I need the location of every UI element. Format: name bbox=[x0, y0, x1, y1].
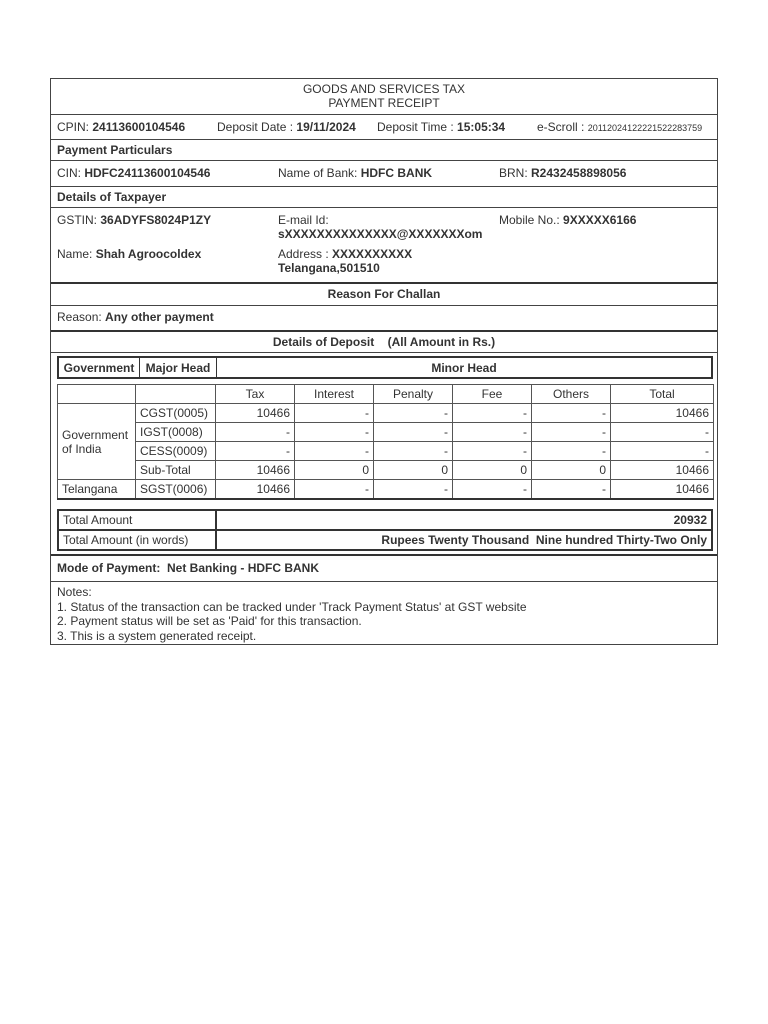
receipt-title bbox=[51, 82, 717, 110]
total-cell: - bbox=[611, 442, 714, 461]
head-cell: Sub-Total bbox=[136, 461, 216, 480]
fee-cell: - bbox=[453, 442, 532, 461]
mobile-label: Mobile No.: bbox=[499, 213, 560, 227]
empty-cell bbox=[58, 385, 136, 404]
email-value: sXXXXXXXXXXXXXX@XXXXXXXom bbox=[278, 227, 483, 241]
table-row bbox=[58, 480, 714, 499]
total-amount-label: Total Amount bbox=[58, 510, 216, 530]
total-in-words-label: Total Amount (in words) bbox=[58, 530, 216, 550]
tax-cell: 10466 bbox=[216, 480, 295, 499]
gstin-field bbox=[57, 213, 211, 227]
bank-name-label: Name of Bank: bbox=[278, 166, 358, 180]
interest-cell: - bbox=[295, 423, 374, 442]
others-cell: 0 bbox=[532, 461, 611, 480]
penalty-cell: - bbox=[374, 442, 453, 461]
note-item: 3. This is a system generated receipt. bbox=[57, 628, 257, 643]
column-header: Total bbox=[611, 385, 714, 404]
state-cell: Telangana bbox=[58, 480, 136, 499]
penalty-cell: 0 bbox=[374, 461, 453, 480]
total-cell: 10466 bbox=[611, 461, 714, 480]
fee-cell: - bbox=[453, 480, 532, 499]
taxpayer-heading: Details of Taxpayer bbox=[57, 190, 167, 204]
penalty-cell: - bbox=[374, 423, 453, 442]
head-cell: CESS(0009) bbox=[136, 442, 216, 461]
address-line1: XXXXXXXXXX bbox=[332, 247, 413, 261]
table-row bbox=[58, 442, 714, 461]
head-cell: IGST(0008) bbox=[136, 423, 216, 442]
payment-mode bbox=[57, 561, 319, 575]
column-header: Penalty bbox=[374, 385, 453, 404]
deposit-header-box bbox=[57, 356, 713, 379]
receipt-title-line2: PAYMENT RECEIPT bbox=[328, 96, 440, 110]
taxpayer-name-label: Name: bbox=[57, 247, 93, 261]
fee-cell: 0 bbox=[453, 461, 532, 480]
notes-title: Notes: bbox=[57, 585, 92, 599]
payment-mode-value: Net Banking - HDFC BANK bbox=[167, 561, 320, 575]
government-column-header: Government bbox=[63, 360, 135, 375]
email-label: E-mail Id: bbox=[278, 213, 329, 227]
tax-cell: - bbox=[216, 423, 295, 442]
address-line2: Telangana,501510 bbox=[278, 261, 380, 275]
others-cell: - bbox=[532, 442, 611, 461]
note-item: 2. Payment status will be set as 'Paid' for this transaction. bbox=[57, 614, 362, 628]
cpin-field bbox=[57, 120, 185, 134]
major-head-column-header: Major Head bbox=[145, 360, 211, 375]
government-of-india-cell: Government of India bbox=[58, 404, 136, 480]
column-header: Tax bbox=[216, 385, 295, 404]
brn-label: BRN: bbox=[499, 166, 528, 180]
totals-table bbox=[57, 509, 713, 551]
others-cell: - bbox=[532, 480, 611, 499]
gstin-label: GSTIN: bbox=[57, 213, 98, 227]
table-header-row bbox=[58, 385, 714, 404]
penalty-cell: - bbox=[374, 404, 453, 423]
others-cell: - bbox=[532, 423, 611, 442]
fee-cell: - bbox=[453, 423, 532, 442]
reason-field bbox=[57, 310, 214, 324]
cpin-value: 24113600104546 bbox=[92, 120, 186, 134]
cpin-label: CPIN: bbox=[57, 120, 90, 134]
empty-cell bbox=[136, 385, 216, 404]
penalty-cell: - bbox=[374, 480, 453, 499]
deposit-time-label: Deposit Time : bbox=[377, 120, 454, 134]
cin-value: HDFC24113600104546 bbox=[84, 166, 211, 180]
taxpayer-name-value: Shah Agroocoldex bbox=[95, 247, 202, 261]
deposit-time-field bbox=[377, 120, 505, 134]
total-in-words-row bbox=[58, 530, 712, 550]
table-row bbox=[58, 423, 714, 442]
column-header: Fee bbox=[453, 385, 532, 404]
payment-receipt bbox=[50, 78, 718, 645]
mobile-field bbox=[499, 213, 636, 227]
subtotal-row bbox=[58, 461, 714, 480]
reason-label: Reason: bbox=[57, 310, 102, 324]
head-cell: CGST(0005) bbox=[136, 404, 216, 423]
cin-label: CIN: bbox=[57, 166, 81, 180]
fee-cell: - bbox=[453, 404, 532, 423]
reason-value: Any other payment bbox=[105, 310, 214, 324]
column-header: Others bbox=[532, 385, 611, 404]
others-cell: - bbox=[532, 404, 611, 423]
interest-cell: - bbox=[295, 442, 374, 461]
deposit-date-field bbox=[217, 120, 356, 134]
column-header: Interest bbox=[295, 385, 374, 404]
escroll-value: 20112024122221522283759 bbox=[587, 123, 703, 133]
note-item: 1. Status of the transaction can be tracked under 'Track Payment Status' at GST website bbox=[57, 599, 527, 614]
total-amount-value: 20932 bbox=[216, 510, 712, 530]
escroll-label: e-Scroll : bbox=[537, 120, 585, 134]
tax-cell: - bbox=[216, 442, 295, 461]
brn-field bbox=[499, 166, 626, 180]
taxpayer-name-field bbox=[57, 247, 201, 261]
head-cell: SGST(0006) bbox=[136, 480, 216, 499]
total-cell: 10466 bbox=[611, 480, 714, 499]
interest-cell: - bbox=[295, 480, 374, 499]
total-cell: 10466 bbox=[611, 404, 714, 423]
tax-cell: 10466 bbox=[216, 404, 295, 423]
brn-value: R2432458898056 bbox=[531, 166, 627, 180]
mobile-value: 9XXXXX6166 bbox=[563, 213, 637, 227]
escroll-field bbox=[537, 120, 702, 134]
total-cell: - bbox=[611, 423, 714, 442]
notes-section bbox=[57, 585, 527, 643]
payment-particulars-heading: Payment Particulars bbox=[57, 143, 173, 157]
deposit-date-label: Deposit Date : bbox=[217, 120, 294, 134]
email-field bbox=[278, 213, 482, 241]
bank-name-field bbox=[278, 166, 432, 180]
minor-head-column-header: Minor Head bbox=[431, 360, 497, 375]
total-in-words-value: Rupees Twenty Thousand Nine hundred Thirty-Two Only bbox=[216, 530, 712, 550]
interest-cell: - bbox=[295, 404, 374, 423]
interest-cell: 0 bbox=[295, 461, 374, 480]
deposit-note: (All Amount in Rs.) bbox=[387, 335, 496, 349]
challan-heading: Reason For Challan bbox=[327, 287, 441, 301]
payment-mode-label: Mode of Payment: bbox=[57, 561, 161, 575]
bank-name-value: HDFC BANK bbox=[360, 166, 433, 180]
deposit-date-value: 19/11/2024 bbox=[296, 120, 356, 134]
gstin-value: 36ADYFS8024P1ZY bbox=[100, 213, 212, 227]
deposit-title: Details of Deposit bbox=[272, 335, 375, 349]
address-field bbox=[278, 247, 412, 275]
table-row bbox=[58, 404, 714, 423]
deposit-time-value: 15:05:34 bbox=[457, 120, 506, 134]
tax-cell: 10466 bbox=[216, 461, 295, 480]
total-amount-row bbox=[58, 510, 712, 530]
cin-field bbox=[57, 166, 210, 180]
deposit-table bbox=[57, 384, 714, 500]
address-label: Address : bbox=[278, 247, 329, 261]
receipt-title-line1: GOODS AND SERVICES TAX bbox=[302, 82, 466, 96]
deposit-heading bbox=[51, 335, 717, 349]
